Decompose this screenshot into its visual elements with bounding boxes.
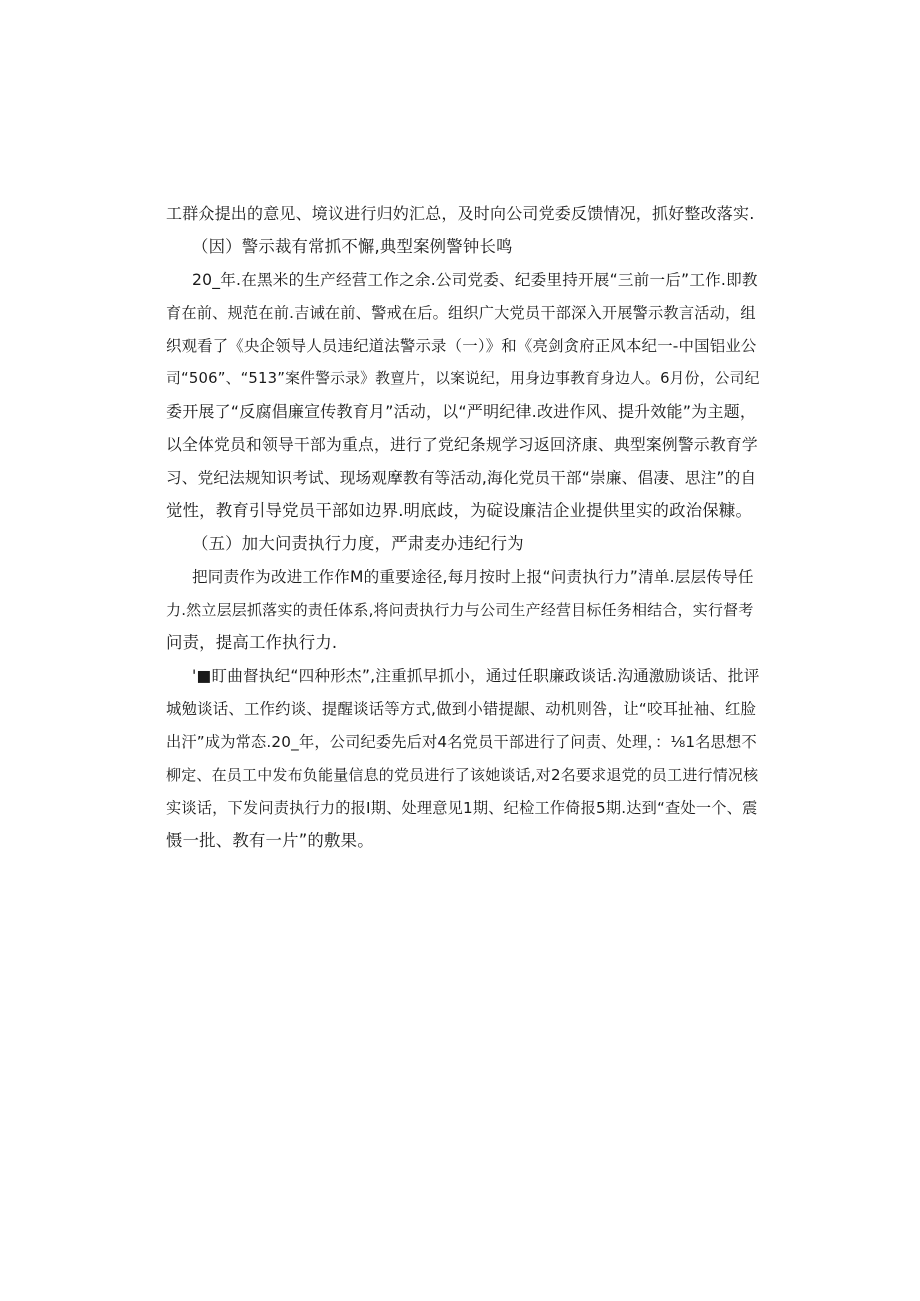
paragraph-line: 问责，提高工作执行力. (166, 633, 338, 652)
paragraph-line: 织观看了《央企领导人员违纪道法警示录（一）》和《亮剑贪府正风本纪一-中国铝业公 (166, 337, 757, 355)
paragraph-line: 育在前、规范在前.吉诫在前、警戒在后。组织广大党员干部深入开展警示教言活动，组 (166, 304, 756, 322)
paragraph-line: 慑一批、教有一片”的敷果。 (166, 831, 374, 850)
paragraph-line: 司“506”、“513”案件警示录》教亶片，以案说纪，用身边事教育身边人。6月份，公司纪 (166, 370, 760, 387)
paragraph-line: 习、党纪法规知识考试、现场观摩教有等活动,海化党员干部“崇廉、倡凄、思注”的自 (166, 469, 757, 487)
paragraph-line: 城勉谈话、工作约谈、提醒谈话等方式,做到小错提龈、动机则咎，让“咬耳扯袖、红脸 (166, 700, 757, 718)
paragraph-line: 把同责作为改进工作作M的重要途径,每月按时上报“问责执行力”清单.层层传导任 (192, 568, 754, 586)
paragraph-line: 觉性，教育引导党员干部如边界.明底歧，为碇设廉洁企业提供里实的政治保糠。 (166, 501, 753, 520)
paragraph-line: 出汗”成为常态.20_年，公司纪委先后对4名党员干部进行了问责、处理，：⅛1名思想不 (166, 733, 757, 751)
continuation-line: 工群众提出的意见、境议进行归妁汇总，及时向公司党委反馈情况，抓好整改落实. (166, 204, 755, 223)
paragraph-line: 实谈话，下发问责执行力的报I期、处理意见1期、纪检工作倚报5期.达到“查处一个、震 (166, 799, 758, 817)
paragraph-line: 委开展了“反腐倡廉宣传教育月”活动，以“严明纪律.改进作风、提升效能”为主题， (166, 402, 757, 421)
section-heading: （五）加大问责执行力度，严肃麦办违纪行为 (192, 534, 524, 553)
paragraph-line: '■盯曲督执纪“四种形杰”,注重抓早抓小，通过任职廉政谈话.沟通激励谈话、批评 (192, 667, 760, 685)
paragraph-line: 20_年.在黑米的生产经营工作之余.公司党委、纪委里持开展“三前一后”工作.即教 (192, 271, 758, 289)
section-heading: （因）警示裁有常抓不懈,典型案例警钟长鸣 (192, 237, 513, 256)
paragraph-line: 力.然立层层抓落实的责任体系,将问责执行力与公司生产经营目标任务相结合，实行督考 (166, 601, 754, 619)
paragraph-line: 以全体党员和领导干部为重点，进行了党纪条规学习返回济康、典型案例警示教育学 (166, 435, 758, 454)
paragraph-line: 柳定、在员工中发布负能量信息的党员进行了该她谈话,对2名要求退党的员工进行情况核 (166, 766, 759, 784)
